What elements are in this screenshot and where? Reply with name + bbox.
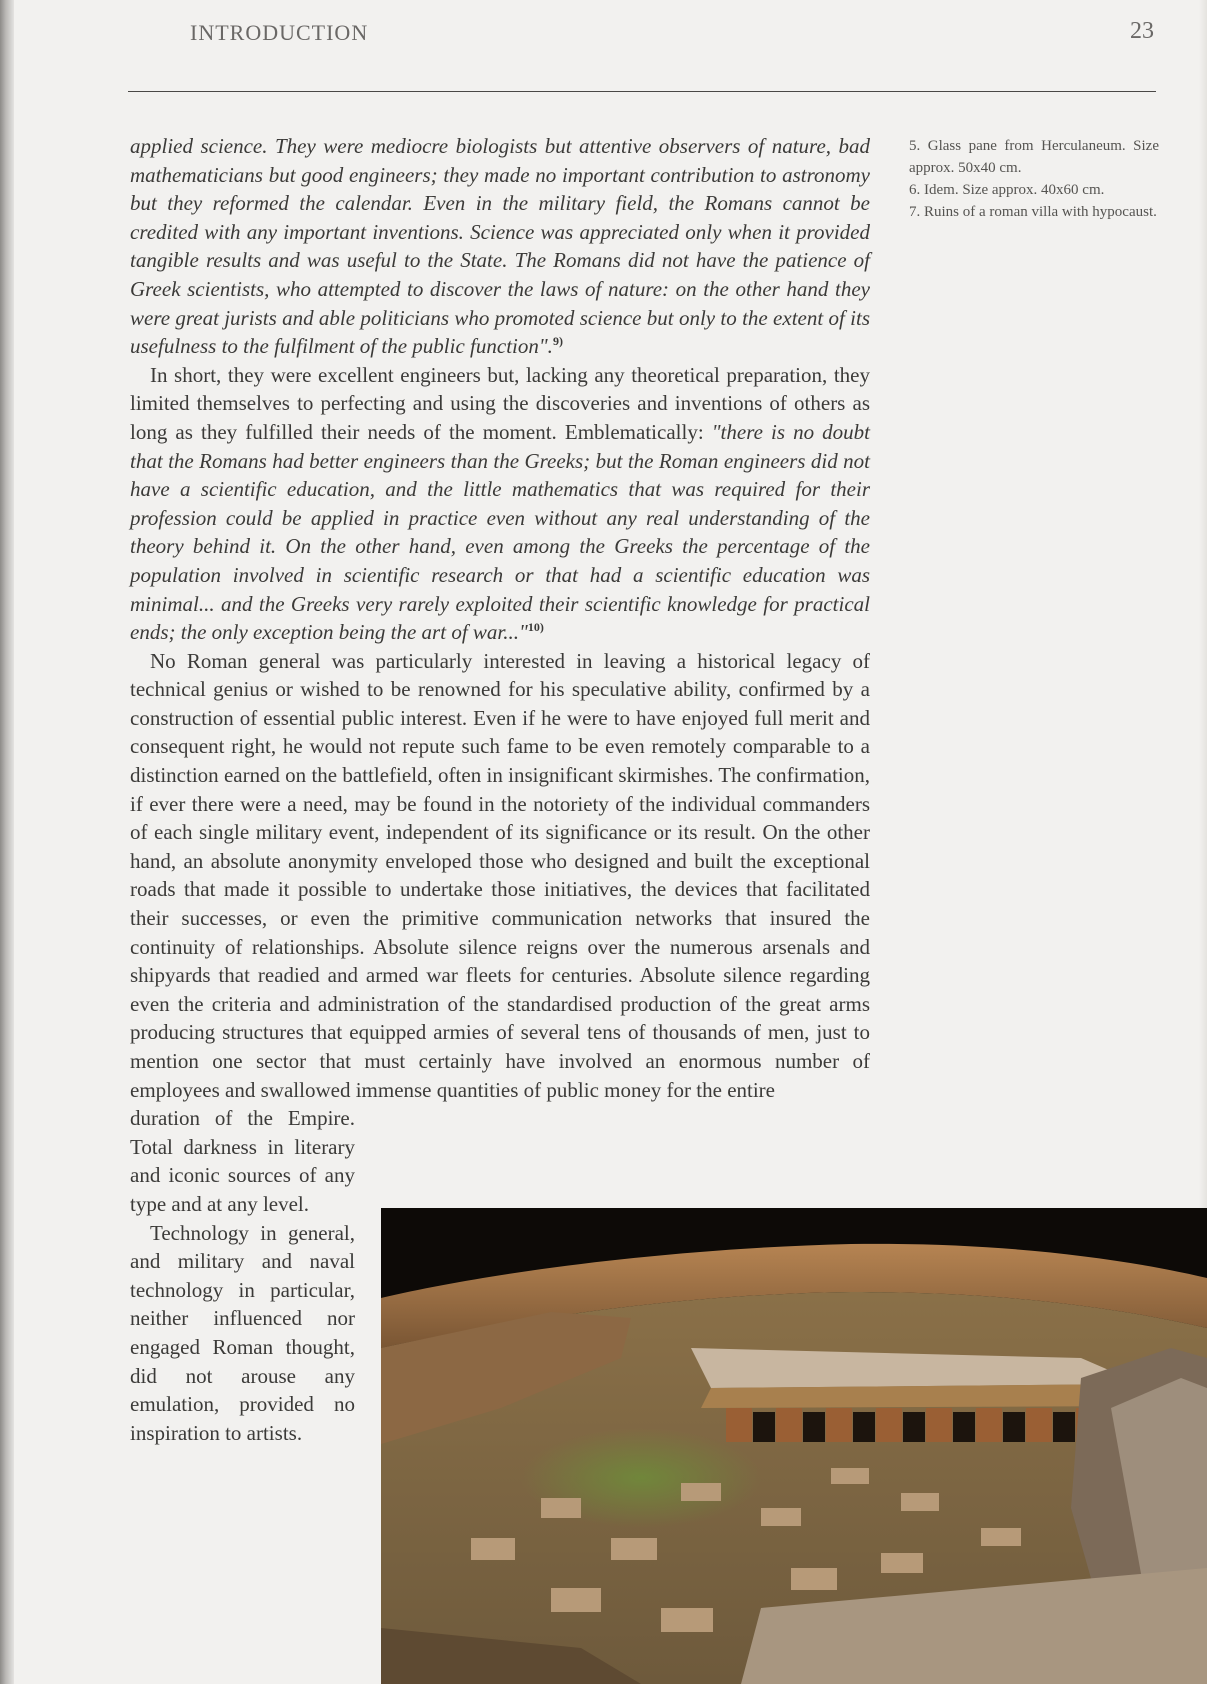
quote-2: "there is no doubt that the Romans had better engineers than the Greeks; but the Roman engineers did not have a scientific education, and the little mathematics that was required for their profession could be applied in practice even without any real understanding of the theory behind it. On the other hand, even among the Greeks the percentage of the population involved in scientific research or that had a scientific education was minimal... and the Greeks very rarely exploited their scientific knowledge for practical ends; the only exception being the art of war..." — [130, 419, 871, 645]
paragraph-1 — [130, 132, 870, 361]
paragraph-3: No Roman general was particularly interested in leaving a historical legacy of technical genius or wished to be renowned for his speculative ability, confirmed by a construction of essential public interest. Even if he were to have enjoyed full merit and consequent right, he would not repute such fame to be even remotely comparable to a distinction earned on the battlefield, often in insignificant skirmishes. The confirmation, if ever there were a need, may be found in the notoriety of the individual commanders of each single military event, independent of its significance or its result. On the other hand, an absolute anonymity enveloped those who designed and built the exceptional roads that made it possible to undertake those initiatives, the devices that facilitated their successes, or even the primitive communication networks that insured the continuity of relationships. Absolute silence reigns over the numerous arsenals and shipyards that readied and armed war fleets for centuries. Absolute silence regarding even the criteria and administration of the standardised production of the great arms producing structures that equipped armies of several tens of thousands of men, just to mention one sector that must certainly have involved an enormous number of employees and swallowed immense quantities of public money for the entire — [130, 648, 870, 1102]
figure-captions — [909, 135, 1159, 223]
quote-1: applied science. They were mediocre biologists but attentive observers of nature, bad mathematicians but good engineers; they made no important contribution to astronomy but they reformed the calendar. Even in the military field, the Romans cannot be credited with any important inventions. Science was appreciated only when it provided tangible results and was useful to the State. The Romans did not have the patience of Greek scientists, who attempted to discover the laws of nature: on the other hand they were great jurists and able politicians who promoted science but only to the extent of its usefulness to the fulfilment of the public function". — [130, 134, 870, 359]
running-head: INTRODUCTION — [190, 20, 369, 45]
footnote-ref-9: 9) — [552, 334, 563, 349]
page-number: 23 — [1130, 18, 1154, 44]
header-rule — [128, 91, 1156, 92]
paragraph-2 — [130, 361, 870, 647]
caption-5: 5. Glass pane from Herculaneum. Size approx. 50x40 cm. — [909, 138, 1159, 176]
caption-7: 7. Ruins of a roman villa with hypocaust. — [909, 204, 1157, 220]
photo-hypocaust-ruins — [381, 1208, 1207, 1684]
paragraph-4: Technology in general, and military and naval technology in particular, neither influenced nor engaged Roman thought, did not arouse any emulation, provided no inspiration to artists. — [130, 1220, 355, 1445]
caption-6: 6. Idem. Size approx. 40x60 cm. — [909, 182, 1105, 198]
footnote-ref-10: 10) — [527, 620, 544, 635]
paragraph-2-lead: In short, they were excellent engineers but, lacking any theoretical preparation, they limited themselves to perfecting and using the discoveries and inventions of others as long as they fulfilled their needs of the moment. Emblematically: — [130, 362, 870, 444]
paragraph-3-tail: duration of the Empire. Total darkness in literary and iconic sources of any type and at any level. — [130, 1106, 355, 1216]
hypocaust-photo-illustration — [381, 1208, 1207, 1684]
binding-gutter — [0, 0, 14, 1684]
